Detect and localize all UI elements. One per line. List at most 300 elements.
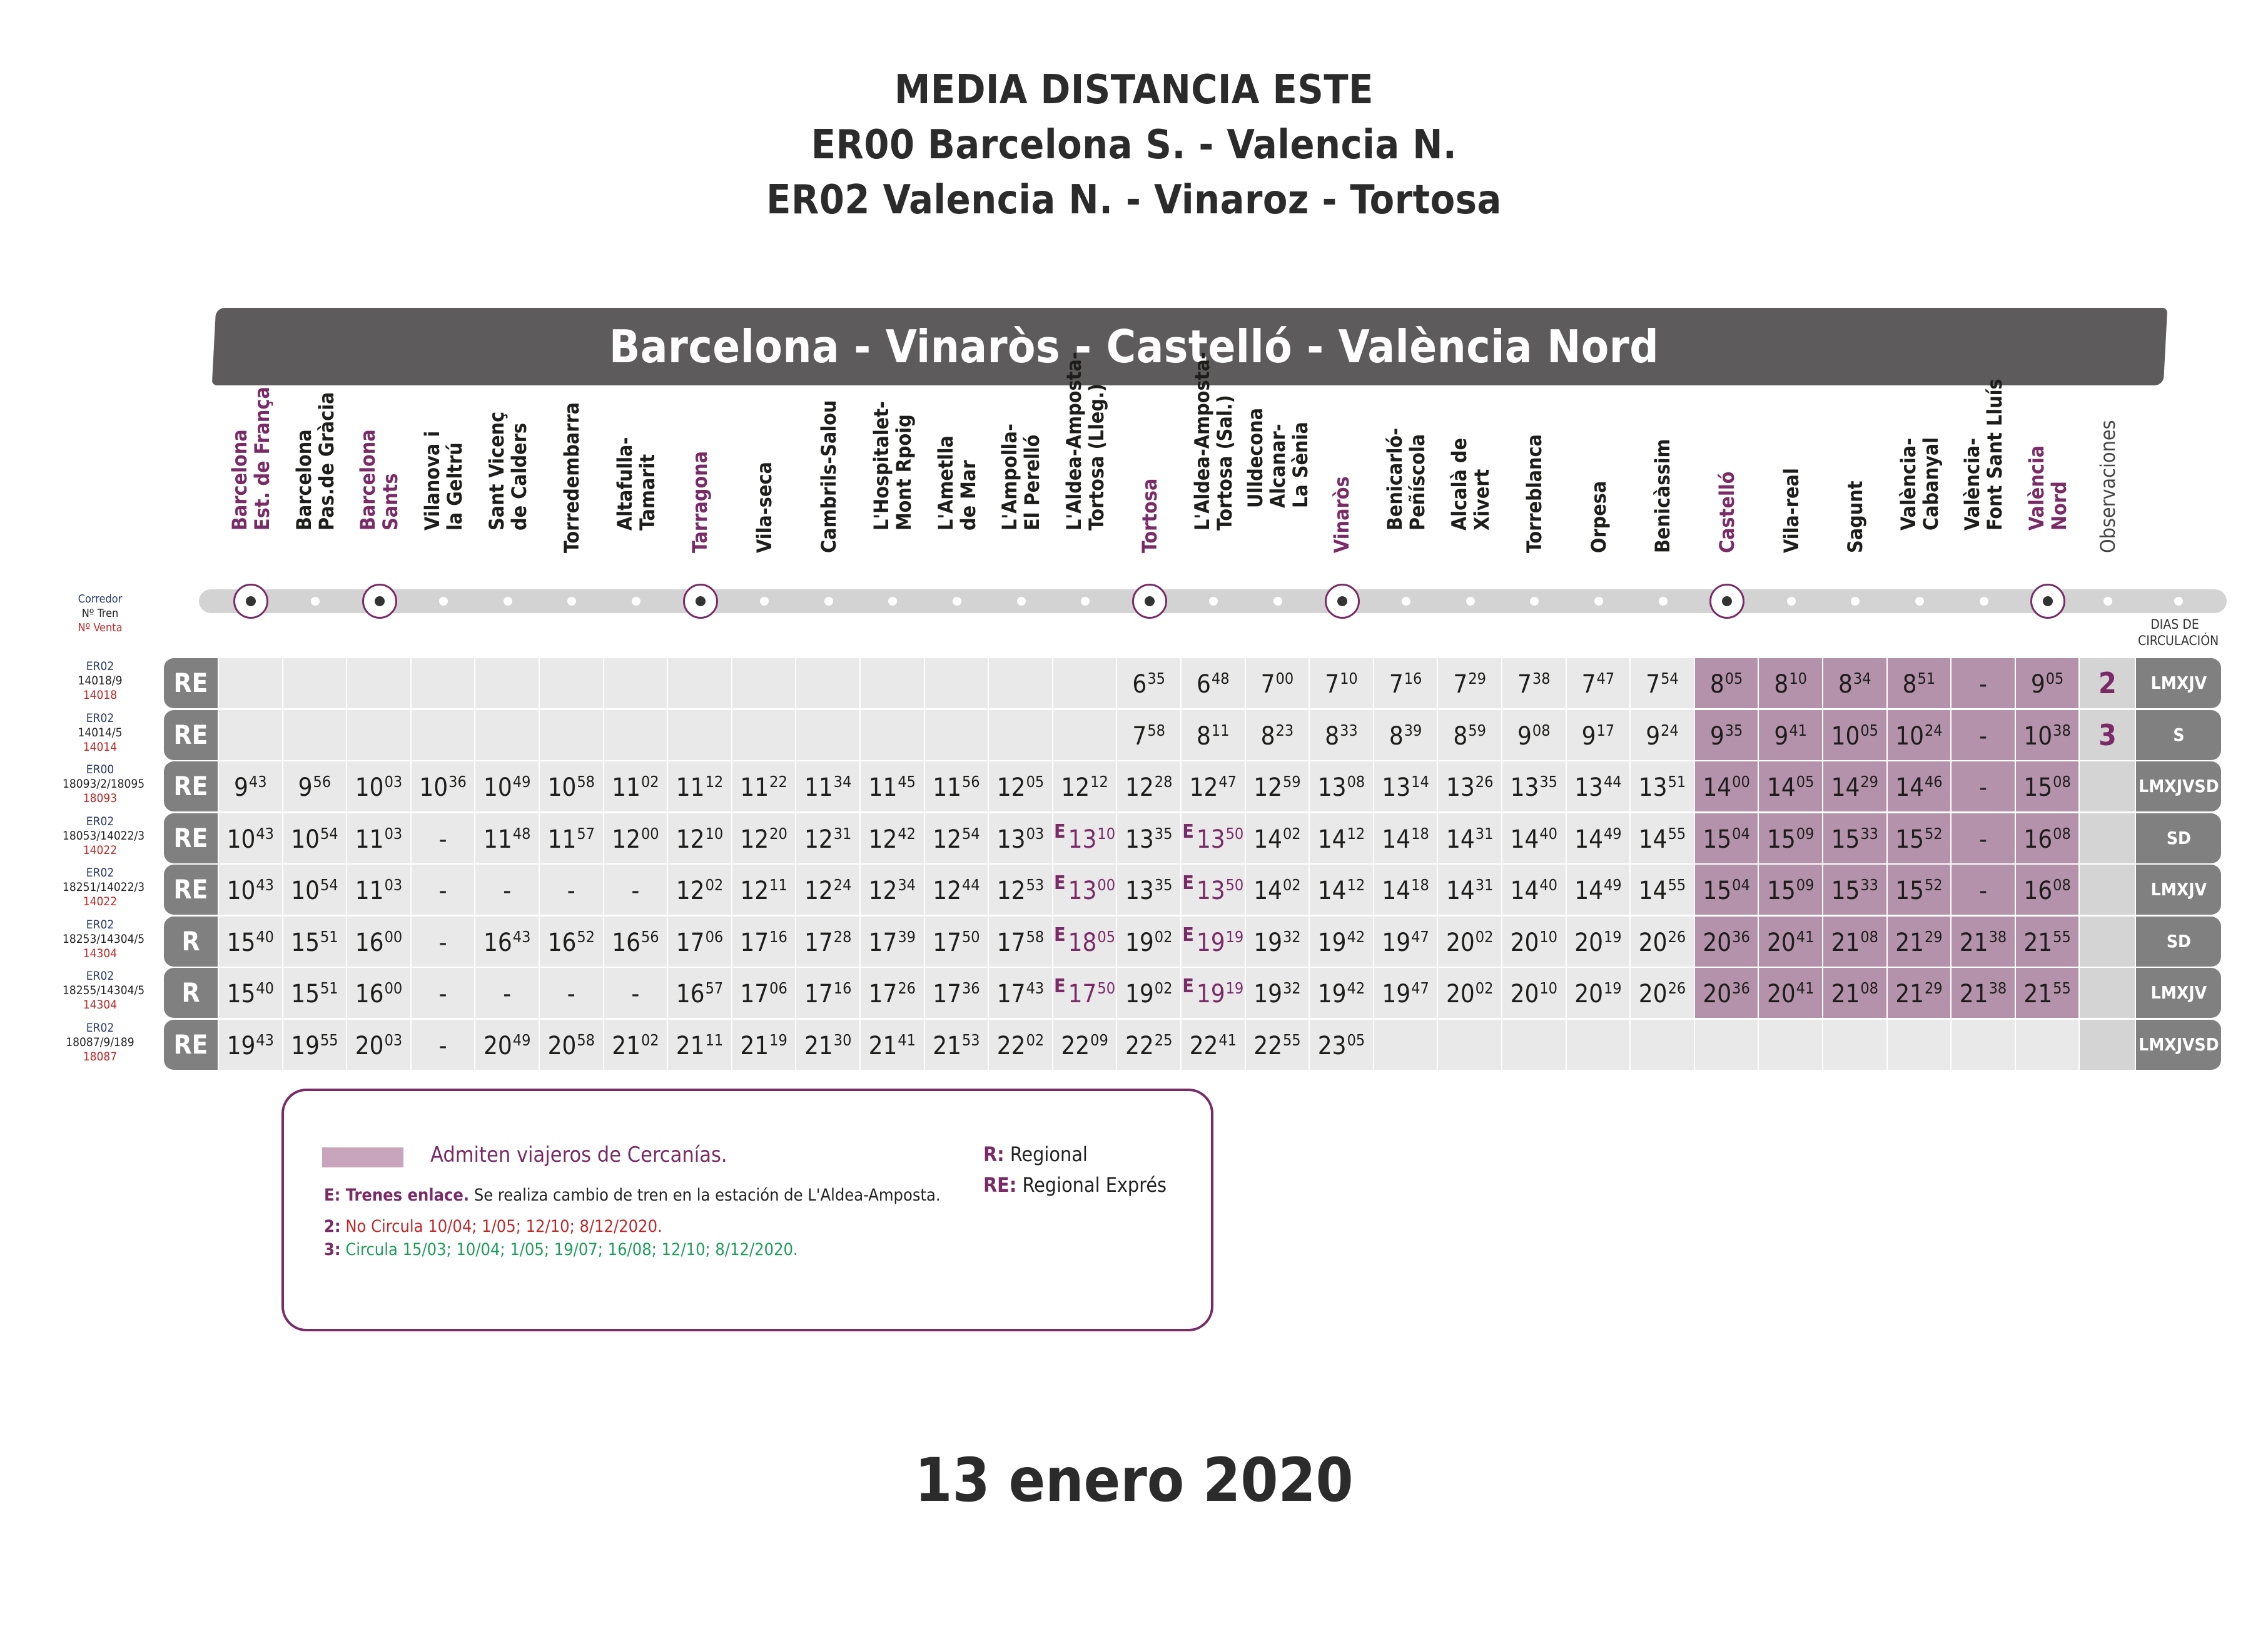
- main-station-marker: [1325, 584, 1360, 619]
- time-cell: $21^{38}$: [1952, 968, 2015, 1018]
- time-cell: -: [475, 968, 539, 1018]
- station-27: [1952, 379, 2016, 576]
- corredor: ER02: [86, 969, 114, 983]
- time-cell: $20^{36}$: [1695, 917, 1758, 967]
- time-cell: $14^{55}$: [1631, 865, 1694, 915]
- time-cell: $17^{50}$: [925, 917, 988, 967]
- tren-number: 18053/14022/3: [63, 828, 145, 843]
- train-type: RE: [164, 658, 218, 708]
- time-cell: [540, 658, 603, 708]
- time-cell: [540, 710, 603, 760]
- time-cell: $14^{40}$: [1502, 865, 1566, 915]
- legend-enlace-key: E: Trenes enlace.: [324, 1186, 470, 1205]
- time-cell: $16^{43}$: [475, 917, 539, 967]
- time-cell: $14^{18}$: [1374, 813, 1437, 863]
- time-cell: $12^{00}$: [604, 813, 667, 863]
- station-16: [1243, 394, 1312, 576]
- time-cell: $20^{19}$: [1567, 917, 1630, 967]
- time-cell: -: [1952, 865, 2015, 915]
- time-cell: $15^{52}$: [1888, 813, 1951, 863]
- table-row: [164, 1020, 2221, 1071]
- time-cell: $9^{35}$: [1695, 710, 1758, 760]
- time-cell: $12^{42}$: [861, 813, 924, 863]
- tren-number: 18255/14304/5: [63, 983, 145, 997]
- time-cell: $11^{57}$: [540, 813, 603, 863]
- train-info: [63, 1021, 138, 1064]
- time-cell: $8^{59}$: [1438, 710, 1501, 760]
- time-cell: $14^{29}$: [1823, 761, 1886, 811]
- time-cell: $7^{10}$: [1310, 658, 1373, 708]
- station-marker: [1787, 597, 1796, 606]
- table-row: [164, 968, 2221, 1019]
- time-cell: $12^{53}$: [989, 865, 1052, 915]
- station-marker: [1402, 597, 1410, 606]
- time-cell: $17^{16}$: [796, 968, 859, 1018]
- train-type: RE: [164, 813, 218, 863]
- legend-note2-key: 2:: [324, 1217, 341, 1236]
- legend-r-key: R:: [983, 1142, 1005, 1166]
- time-cell: $15^{04}$: [1695, 813, 1758, 863]
- time-cell: [412, 710, 475, 760]
- time-cell: $19^{47}$: [1374, 968, 1437, 1018]
- time-cell: [989, 658, 1052, 708]
- table-row: [164, 710, 2221, 761]
- station-marker: [1659, 597, 1668, 606]
- station-label: L'Hospitalet- Mont Rpoig: [869, 401, 916, 531]
- station-marker: [1081, 597, 1090, 606]
- observation-cell: [2080, 968, 2135, 1018]
- time-cell: [925, 658, 988, 708]
- legend-note-2: [324, 1217, 662, 1236]
- station-18: [1374, 394, 1439, 576]
- tren-number: 18093/2/18095: [63, 777, 145, 791]
- time-cell: [283, 710, 347, 760]
- time-cell: [219, 710, 282, 760]
- time-cell: $11^{45}$: [861, 761, 924, 811]
- tren-number: 14014/5: [78, 725, 123, 739]
- station-10: [861, 394, 925, 576]
- time-cell: $14^{31}$: [1438, 865, 1501, 915]
- time-cell: $13^{03}$: [989, 813, 1052, 863]
- station-28: [2016, 394, 2080, 576]
- time-cell: $21^{08}$: [1823, 917, 1886, 967]
- time-cell: -: [475, 865, 539, 915]
- time-cell: [219, 658, 282, 708]
- station-17: [1310, 394, 1374, 576]
- station-11: [925, 394, 990, 576]
- main-station-marker: [2030, 584, 2065, 619]
- station-label: Benicarló- Peñíscola: [1383, 427, 1430, 531]
- time-cell: $11^{03}$: [347, 813, 410, 863]
- table-row: [164, 813, 2221, 865]
- time-cell: $19^{02}$: [1117, 968, 1180, 1018]
- days-cell: LMXJV: [2136, 968, 2221, 1018]
- time-cell: $12^{54}$: [925, 813, 988, 863]
- station-13: [1053, 352, 1118, 576]
- time-cell: [1374, 1020, 1437, 1070]
- legend-r: [983, 1142, 1088, 1166]
- time-cell: $20^{58}$: [540, 1020, 603, 1070]
- station-label: Sant Vicenç de Calders: [484, 411, 531, 531]
- time-cell: $12^{02}$: [668, 865, 731, 915]
- time-cell: $6^{35}$: [1117, 658, 1180, 708]
- title-line-2: ER00 Barcelona S. - Valencia N.: [811, 122, 1457, 168]
- time-cell: $^E$ $17^{50}$: [1053, 968, 1116, 1018]
- station-label: Vilanova i la Geltrú: [420, 430, 467, 531]
- legend-box: [281, 1089, 1213, 1331]
- time-cell: $^E$ $13^{00}$: [1053, 865, 1116, 915]
- station-26: [1888, 394, 1952, 576]
- observation-cell: [2080, 813, 2135, 863]
- venta-number: 14304: [83, 946, 118, 960]
- legend-note-3: [324, 1240, 798, 1259]
- venta-number: 14022: [83, 843, 118, 857]
- station-marker: [632, 597, 640, 606]
- footer-date: 13 enero 2020: [914, 1445, 1354, 1515]
- time-cell: -: [412, 968, 475, 1018]
- venta-number: 14018: [83, 688, 118, 702]
- time-cell: $^E$ $19^{19}$: [1182, 968, 1245, 1018]
- train-info: [63, 659, 138, 703]
- station-21: [1567, 394, 1631, 576]
- time-cell: $10^{43}$: [219, 813, 282, 863]
- time-cell: $21^{19}$: [732, 1020, 796, 1070]
- time-cell: $9^{05}$: [2016, 658, 2079, 708]
- time-cell: $9^{24}$: [1631, 710, 1694, 760]
- time-cell: $21^{38}$: [1952, 917, 2015, 967]
- time-cell: $11^{12}$: [668, 761, 731, 811]
- time-cell: $15^{51}$: [283, 968, 347, 1018]
- time-cell: $20^{49}$: [475, 1020, 539, 1070]
- time-cell: $17^{36}$: [925, 968, 988, 1018]
- observaciones-label: Observaciones: [2096, 420, 2120, 553]
- time-cell: $14^{55}$: [1631, 813, 1694, 863]
- station-22: [1631, 394, 1695, 576]
- observation-cell: 2: [2080, 658, 2135, 708]
- time-cell: $12^{47}$: [1182, 761, 1245, 811]
- time-cell: $13^{08}$: [1310, 761, 1373, 811]
- time-cell: $19^{32}$: [1246, 968, 1309, 1018]
- time-cell: [732, 658, 796, 708]
- time-cell: [475, 710, 539, 760]
- time-cell: [861, 658, 924, 708]
- time-cell: $8^{34}$: [1823, 658, 1886, 708]
- time-cell: $12^{05}$: [989, 761, 1052, 811]
- time-cell: [1695, 1020, 1758, 1070]
- time-cell: $16^{52}$: [540, 917, 603, 967]
- station-label: Ulldecona Alcanar- La Sènia: [1243, 408, 1312, 508]
- station-4: [475, 394, 540, 576]
- time-cell: $17^{58}$: [989, 917, 1052, 967]
- time-cell: [1053, 710, 1116, 760]
- time-cell: [989, 710, 1052, 760]
- time-cell: $14^{02}$: [1246, 813, 1309, 863]
- legend-venta: Nº Venta: [78, 621, 123, 634]
- time-cell: $17^{06}$: [732, 968, 796, 1018]
- time-cell: $10^{49}$: [475, 761, 539, 811]
- page-title-block: [0, 63, 2268, 228]
- time-cell: $7^{58}$: [1117, 710, 1180, 760]
- station-label: L'Aldea-Amposta- Tortosa (Sal.): [1190, 352, 1237, 531]
- time-cell: $22^{25}$: [1117, 1020, 1180, 1070]
- station-marker: [1017, 597, 1026, 606]
- time-cell: $10^{24}$: [1888, 710, 1951, 760]
- station-12: [989, 394, 1053, 576]
- time-cell: -: [412, 917, 475, 967]
- time-cell: $16^{56}$: [604, 917, 667, 967]
- time-cell: [1888, 1020, 1951, 1070]
- station-label: València Nord: [2025, 445, 2072, 531]
- time-cell: $14^{00}$: [1695, 761, 1758, 811]
- time-cell: $12^{31}$: [796, 813, 859, 863]
- time-cell: -: [412, 865, 475, 915]
- time-cell: $16^{00}$: [347, 968, 410, 1018]
- station-marker: [1980, 597, 1988, 606]
- legend-note3-text: Circula 15/03; 10/04; 1/05; 19/07; 16/08; 12/10; 8/12/2020.: [340, 1240, 798, 1259]
- table-row: [164, 865, 2221, 916]
- time-cell: $8^{05}$: [1695, 658, 1758, 708]
- time-cell: $13^{35}$: [1502, 761, 1566, 811]
- time-cell: $16^{08}$: [2016, 865, 2079, 915]
- time-cell: -: [1952, 658, 2015, 708]
- observaciones-header: [2080, 394, 2136, 576]
- train-info: [63, 969, 145, 1012]
- station-label: Barcelona Est. de França: [228, 387, 275, 531]
- time-cell: $^E$ $19^{19}$: [1182, 917, 1245, 967]
- legend-r-text: Regional: [1004, 1142, 1088, 1166]
- main-station-marker: [1709, 584, 1744, 619]
- time-cell: $21^{55}$: [2016, 968, 2079, 1018]
- time-cell: $14^{49}$: [1567, 813, 1630, 863]
- time-cell: $16^{00}$: [347, 917, 410, 967]
- time-cell: -: [540, 865, 603, 915]
- legend-re-text: Regional Exprés: [1016, 1173, 1167, 1197]
- time-cell: $22^{55}$: [1246, 1020, 1309, 1070]
- station-6: [604, 394, 669, 576]
- train-type: RE: [164, 710, 218, 760]
- time-cell: $10^{54}$: [283, 865, 347, 915]
- observation-cell: [2080, 865, 2135, 915]
- time-cell: [1053, 658, 1116, 708]
- train-info: [63, 711, 138, 755]
- station-marker: [1273, 597, 1282, 606]
- time-cell: $21^{53}$: [925, 1020, 988, 1070]
- time-cell: $8^{23}$: [1246, 710, 1309, 760]
- station-label: Tarragona: [688, 450, 712, 553]
- time-cell: $22^{02}$: [989, 1020, 1052, 1070]
- station-15: [1182, 352, 1246, 576]
- station-2: [347, 394, 412, 576]
- time-cell: $21^{55}$: [2016, 917, 2079, 967]
- train-type: RE: [164, 761, 218, 811]
- station-1: [283, 394, 348, 576]
- train-info: [63, 763, 145, 806]
- station-label: Vila-seca: [752, 462, 777, 553]
- observation-cell: 3: [2080, 710, 2135, 760]
- time-cell: $^E$ $18^{05}$: [1053, 917, 1116, 967]
- time-cell: $11^{48}$: [475, 813, 539, 863]
- main-station-marker: [683, 584, 718, 619]
- time-cell: $19^{47}$: [1374, 917, 1437, 967]
- days-cell: LMXJV: [2136, 865, 2221, 915]
- legend-admit: Admiten viajeros de Cercanías.: [430, 1142, 727, 1167]
- venta-number: 14022: [83, 895, 118, 908]
- time-cell: $10^{36}$: [412, 761, 475, 811]
- time-cell: $14^{46}$: [1888, 761, 1951, 811]
- days-cell: LMXJV: [2136, 658, 2221, 708]
- station-14: [1117, 394, 1182, 576]
- train-info: [63, 917, 145, 961]
- time-cell: $17^{26}$: [861, 968, 924, 1018]
- time-cell: $19^{02}$: [1117, 917, 1180, 967]
- station-0: [219, 387, 283, 576]
- time-cell: $12^{12}$: [1053, 761, 1116, 811]
- station-label: Orpesa: [1586, 480, 1611, 553]
- time-cell: $10^{38}$: [2016, 710, 2079, 760]
- days-cell: SD: [2136, 813, 2221, 863]
- time-cell: $13^{44}$: [1567, 761, 1630, 811]
- time-cell: $21^{08}$: [1823, 968, 1886, 1018]
- observation-cell: [2080, 761, 2135, 811]
- time-cell: $8^{10}$: [1759, 658, 1822, 708]
- time-cell: $20^{03}$: [347, 1020, 410, 1070]
- time-cell: $11^{03}$: [347, 865, 410, 915]
- time-cell: $^E$ $13^{50}$: [1182, 865, 1245, 915]
- station-24: [1759, 394, 1823, 576]
- time-cell: $19^{42}$: [1310, 917, 1373, 967]
- train-type: RE: [164, 865, 218, 915]
- time-cell: $9^{08}$: [1502, 710, 1566, 760]
- time-cell: $11^{56}$: [925, 761, 988, 811]
- time-cell: [604, 658, 667, 708]
- venta-number: 14014: [83, 739, 118, 754]
- corredor: ER00: [86, 763, 114, 776]
- time-cell: $8^{39}$: [1374, 710, 1437, 760]
- time-cell: $19^{42}$: [1310, 968, 1373, 1018]
- station-marker: [439, 597, 448, 606]
- time-cell: [1502, 1020, 1566, 1070]
- time-cell: [475, 658, 539, 708]
- station-8: [732, 394, 797, 576]
- legend-re: [983, 1173, 1167, 1197]
- time-cell: [1631, 1020, 1694, 1070]
- time-cell: $15^{33}$: [1823, 813, 1886, 863]
- time-cell: $10^{54}$: [283, 813, 347, 863]
- time-cell: $21^{29}$: [1888, 968, 1951, 1018]
- time-cell: $14^{31}$: [1438, 813, 1501, 863]
- time-cell: $20^{02}$: [1438, 968, 1501, 1018]
- time-cell: $9^{17}$: [1567, 710, 1630, 760]
- row-legend: [63, 592, 138, 635]
- time-cell: [2016, 1020, 2079, 1070]
- time-cell: $12^{28}$: [1117, 761, 1180, 811]
- time-cell: $13^{35}$: [1117, 865, 1180, 915]
- time-cell: $11^{34}$: [796, 761, 859, 811]
- station-label: València- Cabanyal: [1896, 437, 1943, 531]
- time-cell: $10^{05}$: [1823, 710, 1886, 760]
- time-cell: $13^{35}$: [1117, 813, 1180, 863]
- time-cell: $12^{10}$: [668, 813, 731, 863]
- station-label: Barcelona Sants: [356, 429, 403, 531]
- venta-number: 14304: [83, 998, 118, 1012]
- time-cell: $20^{02}$: [1438, 917, 1501, 967]
- corredor: ER02: [86, 917, 114, 932]
- time-cell: $12^{34}$: [861, 865, 924, 915]
- corredor: ER02: [86, 1020, 114, 1035]
- time-cell: $13^{51}$: [1631, 761, 1694, 811]
- station-label: Torreblanca: [1522, 434, 1547, 553]
- time-cell: [1567, 1020, 1630, 1070]
- time-cell: $14^{12}$: [1310, 865, 1373, 915]
- time-cell: $12^{11}$: [732, 865, 796, 915]
- time-cell: $22^{09}$: [1053, 1020, 1116, 1070]
- corredor: ER02: [86, 866, 114, 880]
- time-cell: $7^{16}$: [1374, 658, 1437, 708]
- time-cell: -: [604, 968, 667, 1018]
- table-row: [164, 917, 2221, 968]
- time-cell: $8^{33}$: [1310, 710, 1373, 760]
- station-marker: [1594, 597, 1603, 606]
- time-cell: [347, 658, 410, 708]
- tren-number: 18087/9/189: [66, 1035, 134, 1049]
- time-cell: $15^{09}$: [1759, 813, 1822, 863]
- time-cell: $20^{41}$: [1759, 917, 1822, 967]
- station-label: L'Aldea-Amposta- Tortosa (Lleg.): [1062, 352, 1109, 531]
- time-cell: [796, 658, 859, 708]
- time-cell: $15^{08}$: [2016, 761, 2079, 811]
- station-25: [1823, 394, 1888, 576]
- station-label: Sagunt: [1843, 480, 1868, 553]
- legend-note2-text: No Circula 10/04; 1/05; 12/10; 8/12/2020.: [340, 1217, 662, 1236]
- time-cell: [1759, 1020, 1822, 1070]
- time-cell: $10^{58}$: [540, 761, 603, 811]
- time-cell: $20^{10}$: [1502, 968, 1566, 1018]
- time-cell: [283, 658, 347, 708]
- time-cell: [796, 710, 859, 760]
- station-label: L'Ametlla de Mar: [933, 435, 980, 531]
- observation-cell: [2080, 917, 2135, 967]
- station-label: Castelló: [1715, 471, 1739, 553]
- time-cell: [412, 658, 475, 708]
- station-5: [540, 394, 604, 576]
- station-marker: [1915, 597, 1924, 606]
- time-cell: $12^{24}$: [796, 865, 859, 915]
- tren-number: 14018/9: [78, 674, 123, 688]
- time-cell: $15^{51}$: [283, 917, 347, 967]
- time-cell: [668, 710, 731, 760]
- main-station-marker: [1132, 584, 1167, 619]
- time-cell: $^E$ $13^{50}$: [1182, 813, 1245, 863]
- time-cell: $15^{04}$: [1695, 865, 1758, 915]
- time-cell: [668, 658, 731, 708]
- cercanias-swatch: [322, 1147, 403, 1167]
- station-label: Vinaròs: [1330, 476, 1354, 553]
- time-cell: $10^{43}$: [219, 865, 282, 915]
- time-cell: $7^{54}$: [1631, 658, 1694, 708]
- table-row: [164, 761, 2221, 813]
- tren-number: 18253/14304/5: [63, 932, 145, 946]
- legend-tren: Nº Tren: [81, 607, 119, 620]
- legend-re-key: RE:: [983, 1173, 1017, 1197]
- days-cell: SD: [2136, 917, 2221, 967]
- station-marker: [824, 597, 833, 606]
- time-cell: [1823, 1020, 1886, 1070]
- station-label: Altafulla- Tamarit: [612, 437, 659, 531]
- time-cell: $15^{33}$: [1823, 865, 1886, 915]
- station-label: València- Font Sant Lluís: [1960, 379, 2007, 531]
- time-cell: $21^{41}$: [861, 1020, 924, 1070]
- time-cell: [604, 710, 667, 760]
